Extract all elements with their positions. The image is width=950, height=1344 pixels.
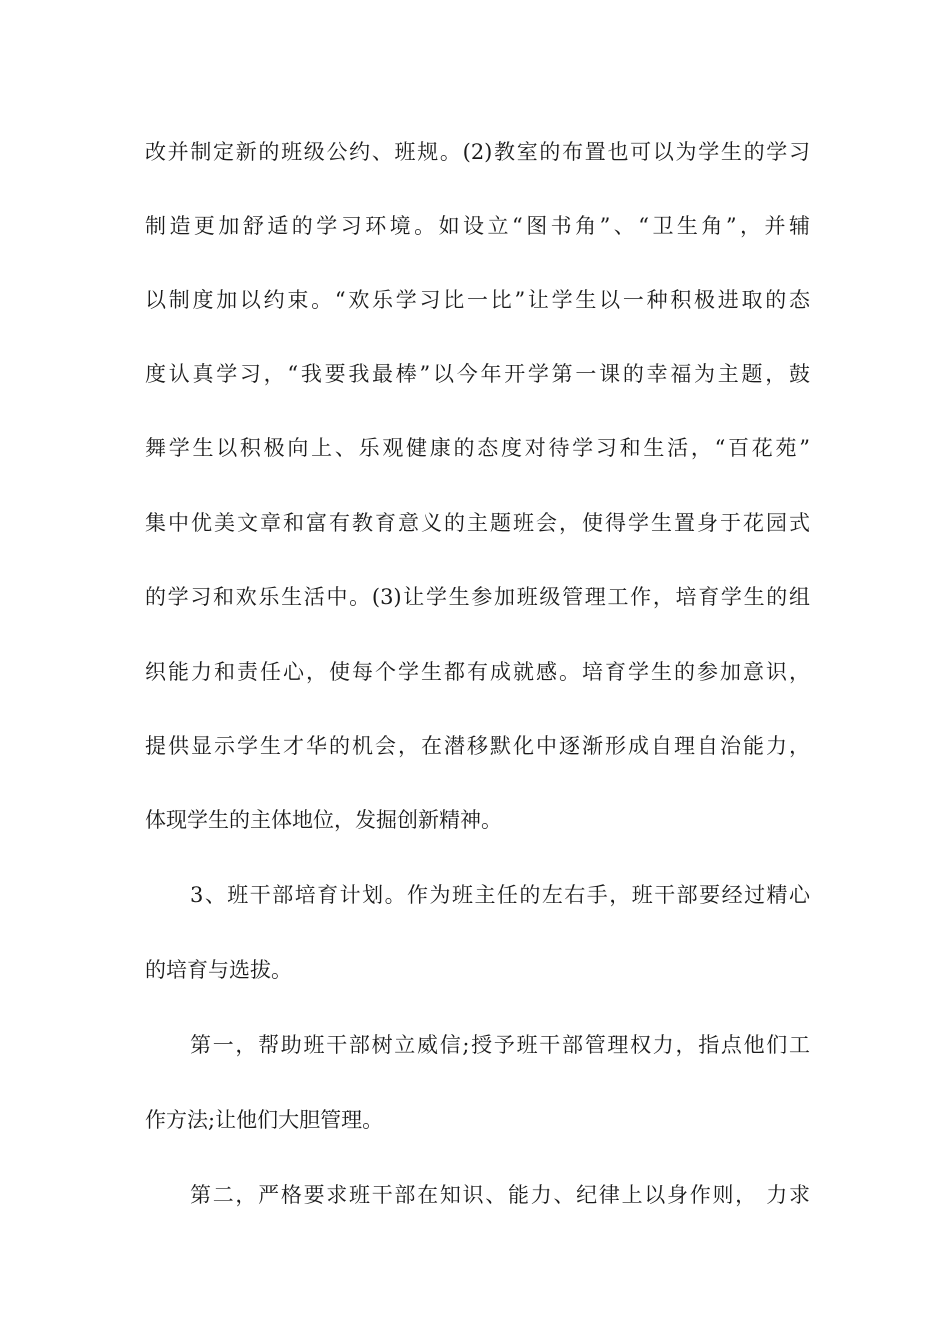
- text-line: 改并制定新的班级公约、班规。(2)教室的布置也可以为学生的学习: [145, 140, 810, 164]
- text-line: 提供显示学生才华的机会，在潜移默化中逐渐形成自理自治能力，: [145, 734, 810, 758]
- text-line: 以制度加以约束。“欢乐学习比一比”让学生以一种积极进取的态: [145, 288, 810, 312]
- paragraph-start-line: 第一，帮助班干部树立威信;授予班干部管理权力，指点他们工: [190, 1033, 810, 1057]
- text-line: 体现学生的主体地位，发掘创新精神。: [145, 808, 502, 832]
- paragraph-start-line: 第二，严格要求班干部在知识、能力、纪律上以身作则， 力求: [190, 1183, 810, 1207]
- text-line: 的学习和欢乐生活中。(3)让学生参加班级管理工作，培育学生的组: [145, 585, 810, 609]
- text-line: 制造更加舒适的学习环境。如设立“图书角”、“卫生角”，并辅: [145, 214, 810, 238]
- paragraph-start-line: 3、班干部培育计划。作为班主任的左右手，班干部要经过精心: [190, 883, 810, 907]
- text-line: 织能力和责任心，使每个学生都有成就感。培育学生的参加意识，: [145, 660, 810, 684]
- text-line: 集中优美文章和富有教育意义的主题班会，使得学生置身于花园式: [145, 511, 810, 535]
- text-line: 作方法;让他们大胆管理。: [145, 1108, 384, 1132]
- text-line: 度认真学习，“我要我最棒”以今年开学第一课的幸福为主题，鼓: [145, 362, 810, 386]
- text-line: 舞学生以积极向上、乐观健康的态度对待学习和生活，“百花苑”: [145, 436, 810, 460]
- text-line: 的培育与选拔。: [145, 958, 292, 982]
